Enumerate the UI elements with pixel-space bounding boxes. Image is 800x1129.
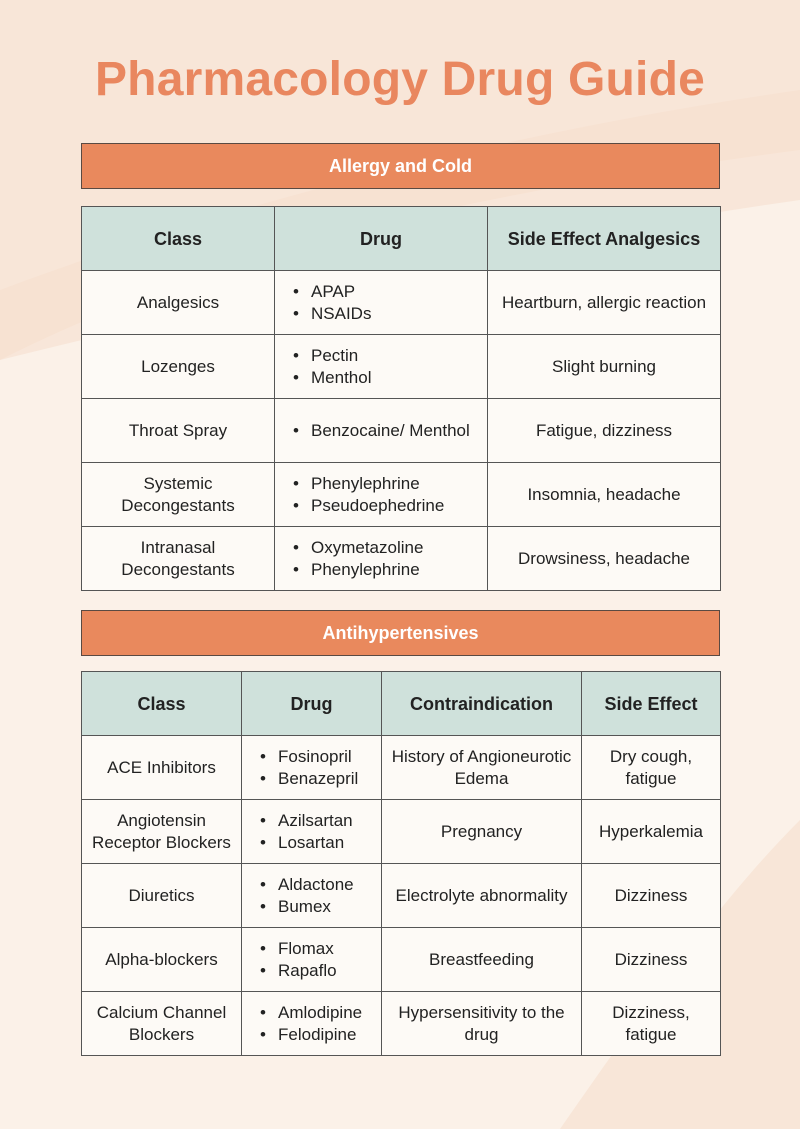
column-header-side-effect: Side Effect bbox=[582, 672, 721, 736]
drug-cell bbox=[275, 463, 488, 527]
table-row bbox=[82, 928, 721, 992]
column-header-contraindication: Contraindication bbox=[382, 672, 582, 736]
class-cell: Analgesics bbox=[82, 271, 275, 335]
class-cell: Throat Spray bbox=[82, 399, 275, 463]
antihypertensives-table bbox=[81, 671, 721, 1056]
drug-item: • Phenylephrine bbox=[293, 473, 481, 495]
drug-item: • Oxymetazoline bbox=[293, 537, 481, 559]
class-cell: Intranasal Decongestants bbox=[82, 527, 275, 591]
side-effect-cell: Heartburn, allergic reaction bbox=[488, 271, 721, 335]
drug-item: • Aldactone bbox=[260, 874, 375, 896]
drug-cell bbox=[242, 928, 382, 992]
side-effect-cell: Dizziness bbox=[582, 928, 721, 992]
drug-item: • NSAIDs bbox=[293, 303, 481, 325]
table-row bbox=[82, 399, 721, 463]
class-cell: Diuretics bbox=[82, 864, 242, 928]
drug-item: • Menthol bbox=[293, 367, 481, 389]
column-header-class: Class bbox=[82, 207, 275, 271]
drug-cell bbox=[242, 800, 382, 864]
drug-item: • Fosinopril bbox=[260, 746, 375, 768]
section-header-antihypertensives: Antihypertensives bbox=[81, 610, 720, 656]
table-row bbox=[82, 463, 721, 527]
drug-item: • Rapaflo bbox=[260, 960, 375, 982]
drug-item: • Amlodipine bbox=[260, 1002, 375, 1024]
table-header-row bbox=[82, 672, 721, 736]
side-effect-cell: Drowsiness, headache bbox=[488, 527, 721, 591]
section-header-allergy-cold: Allergy and Cold bbox=[81, 143, 720, 189]
drug-item: • Benzocaine/ Menthol bbox=[293, 420, 481, 442]
drug-cell bbox=[242, 864, 382, 928]
table-row bbox=[82, 864, 721, 928]
drug-item: • Benazepril bbox=[260, 768, 375, 790]
column-header-class: Class bbox=[82, 672, 242, 736]
drug-item: • Phenylephrine bbox=[293, 559, 481, 581]
class-cell: Lozenges bbox=[82, 335, 275, 399]
column-header-side-effect: Side Effect Analgesics bbox=[488, 207, 721, 271]
drug-item: • Bumex bbox=[260, 896, 375, 918]
drug-cell bbox=[275, 399, 488, 463]
side-effect-cell: Hyperkalemia bbox=[582, 800, 721, 864]
side-effect-cell: Fatigue, dizziness bbox=[488, 399, 721, 463]
table-header-row bbox=[82, 207, 721, 271]
table-row bbox=[82, 271, 721, 335]
drug-item: • Pseudoephedrine bbox=[293, 495, 481, 517]
column-header-drug: Drug bbox=[275, 207, 488, 271]
class-cell: Angiotensin Receptor Blockers bbox=[82, 800, 242, 864]
side-effect-cell: Dizziness bbox=[582, 864, 721, 928]
table-row bbox=[82, 527, 721, 591]
contraindication-cell: Electrolyte abnormality bbox=[382, 864, 582, 928]
page-title: Pharmacology Drug Guide bbox=[94, 53, 706, 106]
drug-cell bbox=[275, 335, 488, 399]
drug-item: • Azilsartan bbox=[260, 810, 375, 832]
drug-item: • Flomax bbox=[260, 938, 375, 960]
drug-cell bbox=[242, 992, 382, 1056]
contraindication-cell: History of Angioneurotic Edema bbox=[382, 736, 582, 800]
class-cell: Alpha-blockers bbox=[82, 928, 242, 992]
contraindication-cell: Hypersensitivity to the drug bbox=[382, 992, 582, 1056]
class-cell: Systemic Decongestants bbox=[82, 463, 275, 527]
drug-item: • Losartan bbox=[260, 832, 375, 854]
side-effect-cell: Dry cough, fatigue bbox=[582, 736, 721, 800]
drug-cell bbox=[242, 736, 382, 800]
table-row bbox=[82, 800, 721, 864]
drug-item: • APAP bbox=[293, 281, 481, 303]
column-header-drug: Drug bbox=[242, 672, 382, 736]
allergy-cold-table bbox=[81, 206, 721, 591]
contraindication-cell: Breastfeeding bbox=[382, 928, 582, 992]
table-row bbox=[82, 335, 721, 399]
contraindication-cell: Pregnancy bbox=[382, 800, 582, 864]
drug-cell bbox=[275, 271, 488, 335]
side-effect-cell: Slight burning bbox=[488, 335, 721, 399]
drug-cell bbox=[275, 527, 488, 591]
table-row bbox=[82, 992, 721, 1056]
class-cell: ACE Inhibitors bbox=[82, 736, 242, 800]
table-row bbox=[82, 736, 721, 800]
class-cell: Calcium Channel Blockers bbox=[82, 992, 242, 1056]
side-effect-cell: Dizziness, fatigue bbox=[582, 992, 721, 1056]
side-effect-cell: Insomnia, headache bbox=[488, 463, 721, 527]
drug-item: • Felodipine bbox=[260, 1024, 375, 1046]
drug-item: • Pectin bbox=[293, 345, 481, 367]
